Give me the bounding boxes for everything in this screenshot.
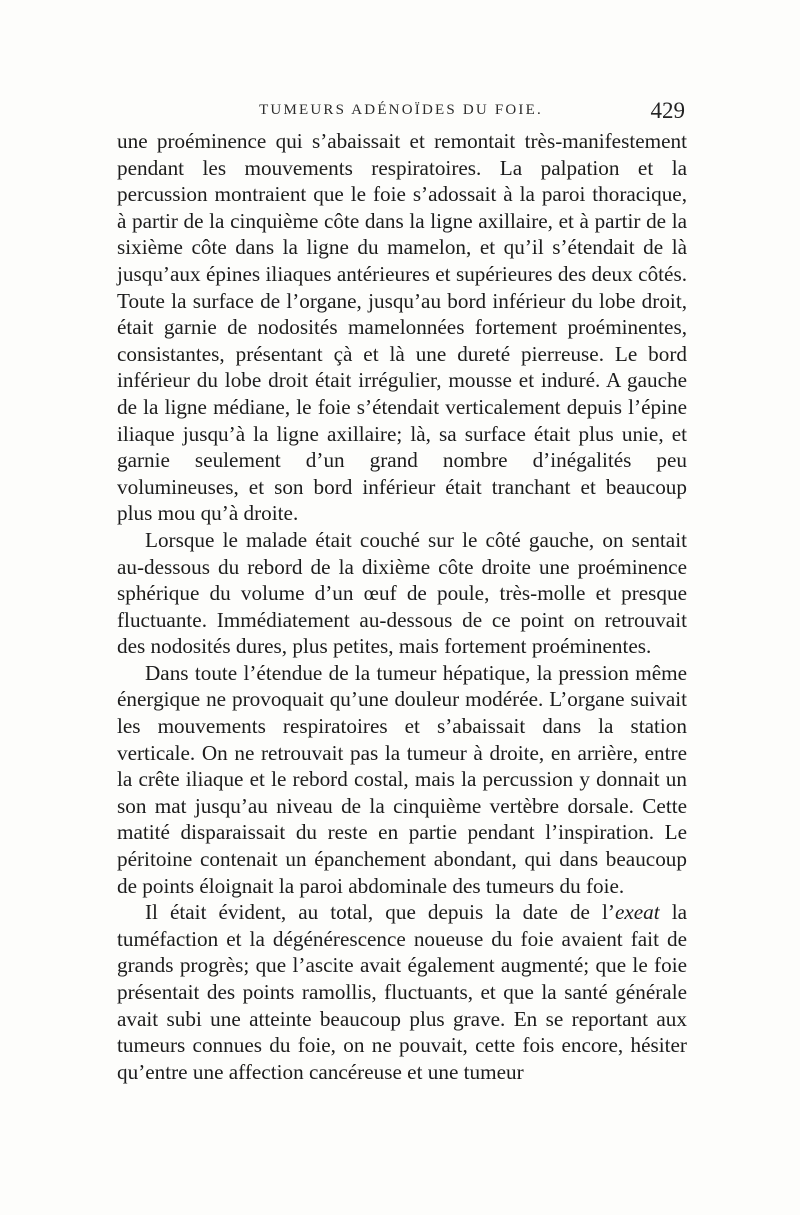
paragraph-conclusion-start: Il était évident, au total, que depuis la date de l’: [145, 900, 615, 925]
paragraph-continuation: une proéminence qui s’abaissait et remontait très-manifestement pendant les mouvements respiratoires. La palpation et la percussion montraient que le foie s’adossait à la paroi thoracique, à partir de la cinquième côte dans la ligne axillaire, et à partir de la sixième côte dans la ligne du mamelon, et qu’il s’étendait de là jusqu’aux épines iliaques antérieures et supérieures des deux côtés. Toute la surface de l’organe, jusqu’au bord inférieur du lobe droit, était garnie de nodosités mamelonnées fortement proéminentes, consistantes, présentant çà et là une dureté pierreuse. Le bord inférieur du lobe droit était irrégulier, mousse et induré. A gauche de la ligne médiane, le foie s’étendait verticalement depuis l’épine iliaque jusqu’à la ligne axillaire; là, sa surface était plus unie, et garnie seulement d’un grand nombre d’inégalités peu volumineuses, et son bord inférieur était tranchant et beaucoup plus mou qu’à droite.: [117, 129, 687, 526]
running-title: TUMEURS ADÉNOÏDES DU FOIE.: [259, 102, 543, 118]
body-text: [117, 128, 687, 1085]
paragraph-conclusion: [117, 899, 687, 1085]
paragraph-lateral-exam: Lorsque le malade était couché sur le côté gauche, on sentait au-dessous du rebord de la dixième côte droite une proéminence sphérique du volume d’un œuf de poule, très-molle et presque fluctuante. Immédiatement au-dessous de ce point on retrouvait des nodosités dures, plus petites, mais fortement proéminentes.: [117, 527, 687, 659]
page-number: 429: [650, 98, 685, 123]
running-head: [115, 98, 687, 128]
paragraph-conclusion-end: la tuméfaction et la dégénérescence noueuse du foie avaient fait de grands progrès; que l’ascite avait également augmenté; que le foie présentait des points ramollis, fluctuants, et que la santé générale avait subi une atteinte beaucoup plus grave. En se reportant aux tumeurs connues du foie, on ne pouvait, cette fois encore, hésiter qu’entre une affection cancéreuse et une tumeur: [117, 900, 687, 1084]
paragraph-pressure-exam: Dans toute l’étendue de la tumeur hépatique, la pression même énergique ne provoquait qu’une douleur modérée. L’organe suivait les mouvements respiratoires et s’abaissait dans la station verticale. On ne retrouvait pas la tumeur à droite, en arrière, entre la crête iliaque et le rebord costal, mais la percussion y donnait un son mat jusqu’au niveau de la cinquième vertèbre dorsale. Cette matité disparaissait du reste en partie pendant l’inspiration. Le péritoine contenait un épanchement abondant, qui dans beaucoup de points éloignait la paroi abdominale des tumeurs du foie.: [117, 660, 687, 898]
exeat-italic: exeat: [614, 900, 660, 925]
